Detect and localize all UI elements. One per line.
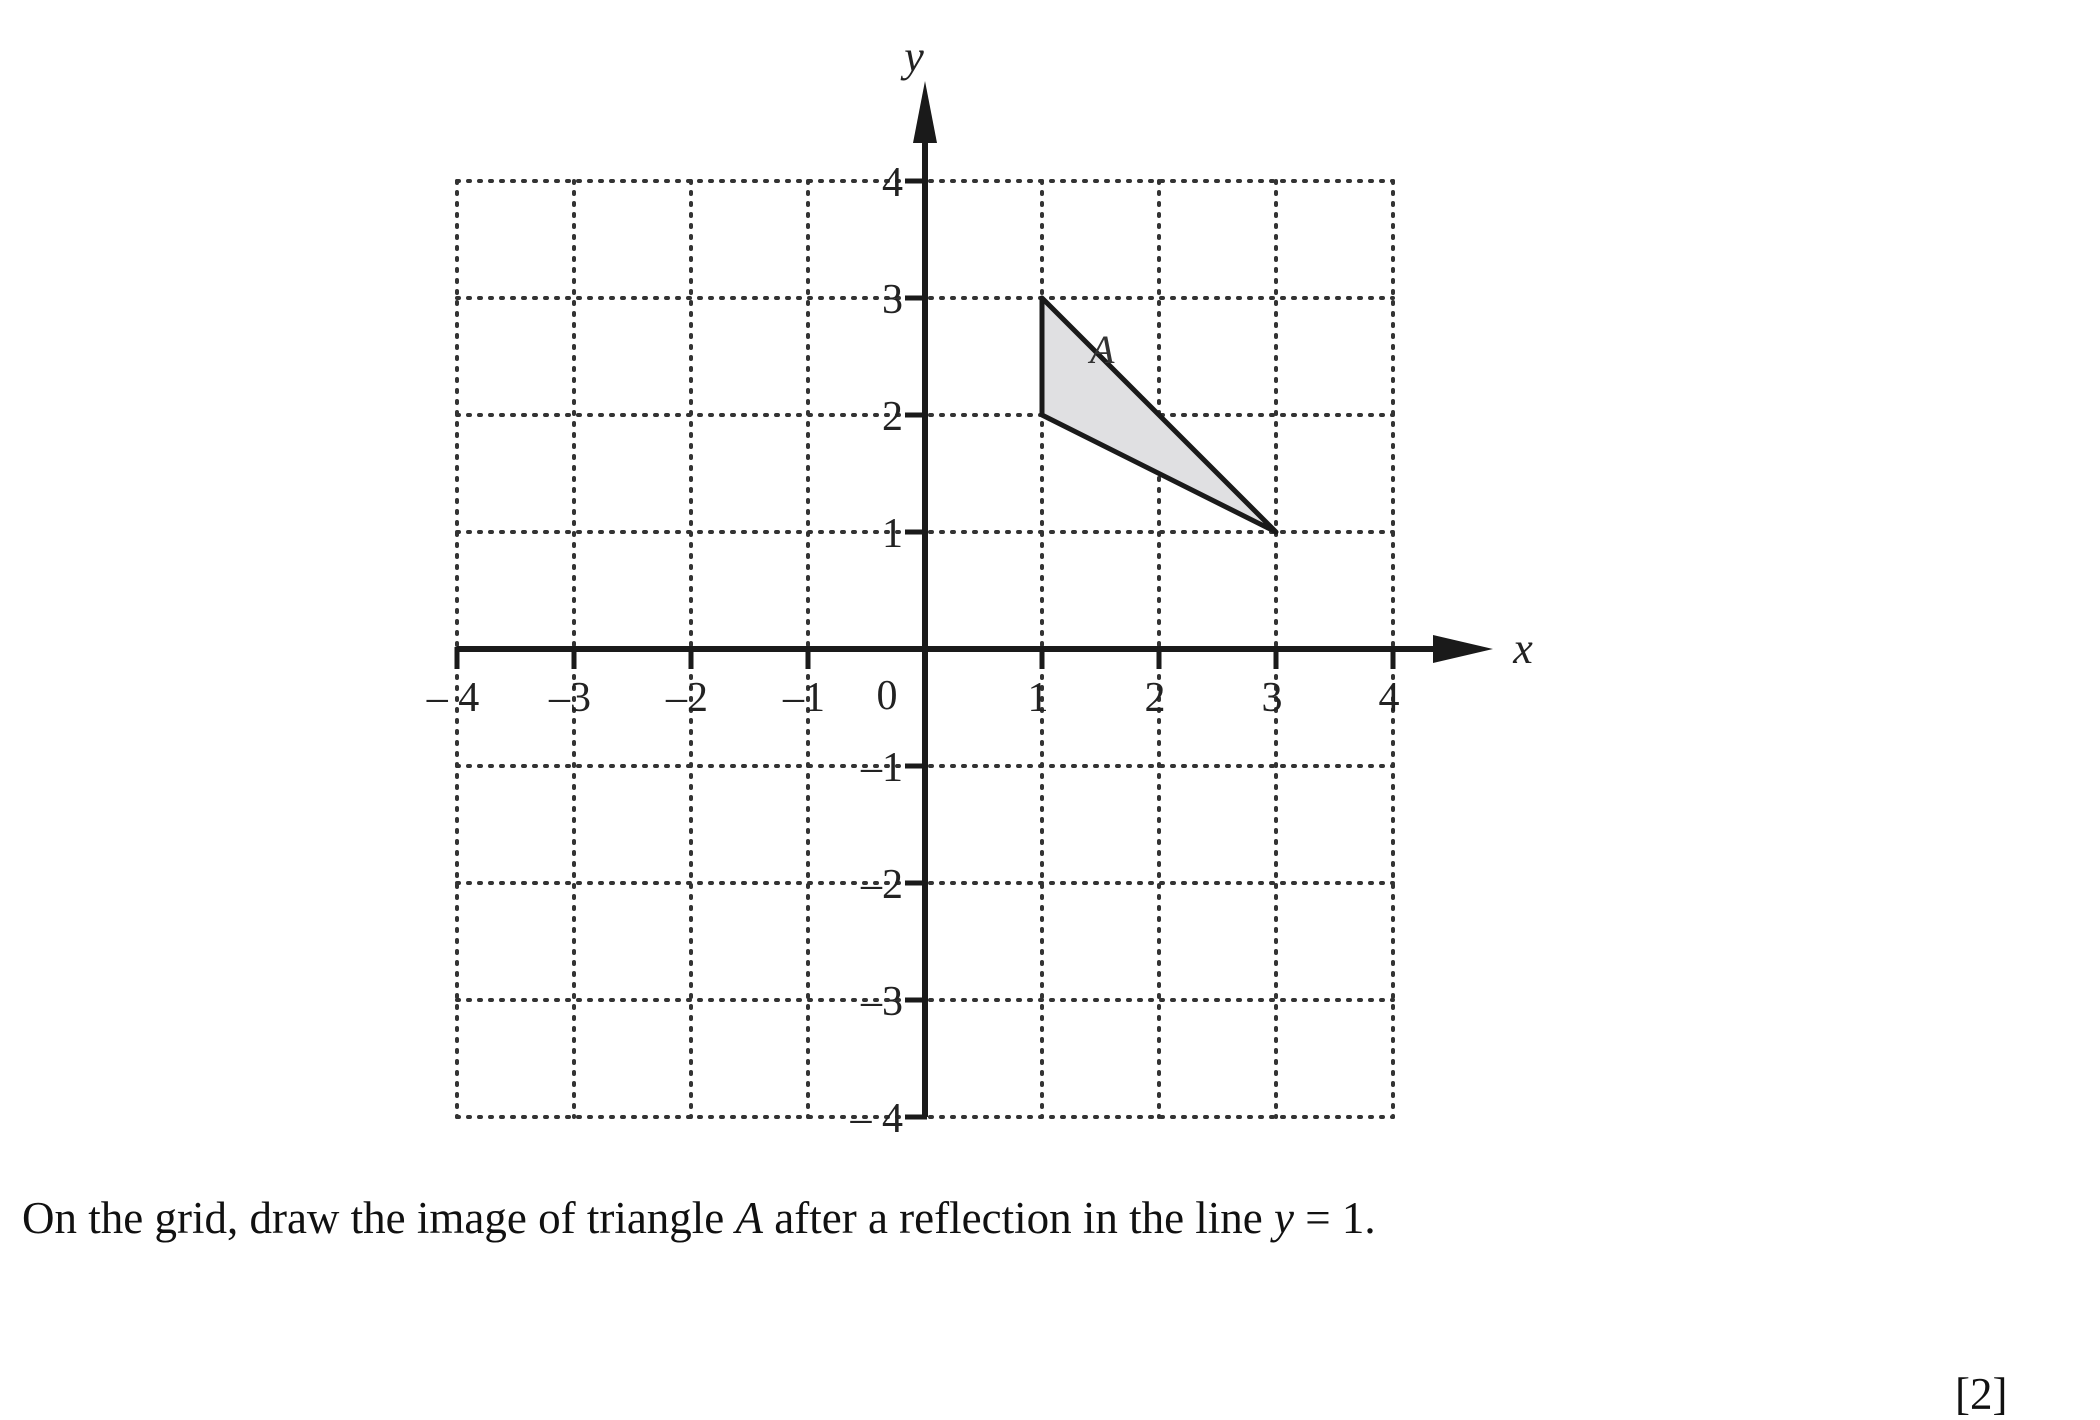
x-axis-title: x — [1513, 624, 1533, 673]
x-tick-label: 4 — [1378, 675, 1400, 721]
origin-label: 0 — [876, 673, 898, 719]
y-tick-label: 4 — [882, 160, 903, 206]
y-tick-label: –3 — [861, 979, 903, 1025]
question-y-variable: y — [1274, 1193, 1295, 1243]
axes — [457, 81, 1493, 1117]
x-tick-label: 2 — [1144, 675, 1166, 721]
axis-labels — [426, 32, 1533, 1142]
y-tick-label: 1 — [882, 511, 903, 557]
question-part-2: after a reflection in the line — [763, 1193, 1275, 1243]
x-tick-label: –3 — [549, 675, 591, 721]
y-axis-arrow-icon — [913, 81, 937, 143]
y-tick-label: 3 — [882, 277, 903, 323]
y-tick-label: 2 — [882, 394, 903, 440]
triangle-label: A — [1090, 327, 1115, 372]
x-axis-arrow-icon — [1433, 635, 1493, 663]
question-part-1: On the grid, draw the image of triangle — [22, 1193, 736, 1243]
marks-allocation: [2] — [1955, 1369, 2008, 1419]
x-tick-label: –1 — [783, 675, 825, 721]
x-tick-label: – 4 — [426, 675, 480, 721]
x-tick-label: 3 — [1261, 675, 1283, 721]
question-text — [22, 1192, 1376, 1244]
y-tick-label: –2 — [861, 862, 903, 908]
x-tick-label: 1 — [1027, 675, 1049, 721]
y-tick-label: –1 — [861, 745, 903, 791]
x-tick-label: –2 — [666, 675, 708, 721]
question-part-3: = 1. — [1294, 1193, 1376, 1243]
y-tick-label: – 4 — [850, 1096, 903, 1142]
y-axis-title: y — [904, 32, 924, 81]
question-triangle-name: A — [735, 1193, 764, 1243]
